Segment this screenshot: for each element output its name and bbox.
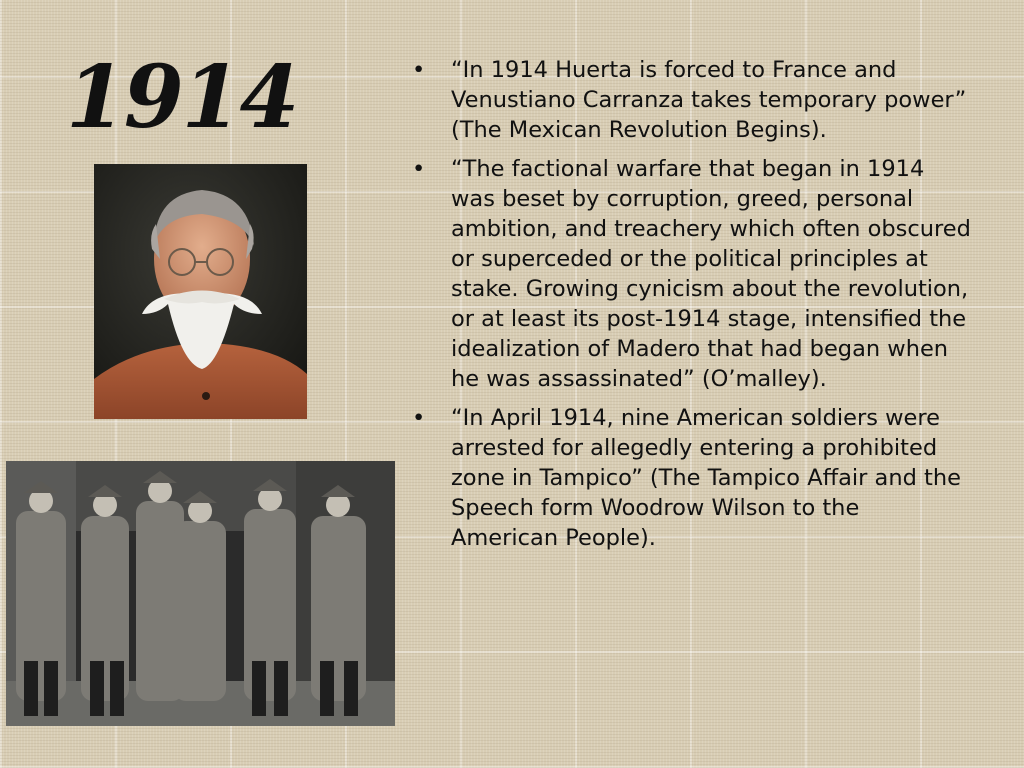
bullet-marker: • <box>412 405 426 431</box>
bullet-text: “In April 1914, nine American soldiers were arrested for allegedly entering a prohibited zone in Tampico” (The Tampico Affair and the Speech form Woodrow Wilson to the American People). <box>451 405 961 551</box>
portrait-image <box>94 164 307 419</box>
slide-title: 1914 <box>66 47 298 148</box>
bullet-item-3 <box>412 403 972 553</box>
portrait-photo <box>94 164 307 419</box>
bullet-marker: • <box>412 57 426 83</box>
bullet-list <box>412 55 972 562</box>
soldiers-group-photo <box>6 461 395 726</box>
bullet-text: “In 1914 Huerta is forced to France and Venustiano Carranza takes temporary power” (The Mexican Revolution Begins). <box>451 57 967 143</box>
bullet-marker: • <box>412 156 426 182</box>
bullet-text: “The factional warfare that began in 1914 was beset by corruption, greed, personal ambition, and treachery which often obscured or superceded or the political principles at stake. Growing cynicism about the revolution, or at least its post-1914 stage, intensified the idealization of Madero that had began when he was assassinated” (O’malley). <box>451 156 971 392</box>
bullet-item-2 <box>412 154 972 394</box>
soldiers-image <box>6 461 395 726</box>
bullet-item-1 <box>412 55 972 145</box>
